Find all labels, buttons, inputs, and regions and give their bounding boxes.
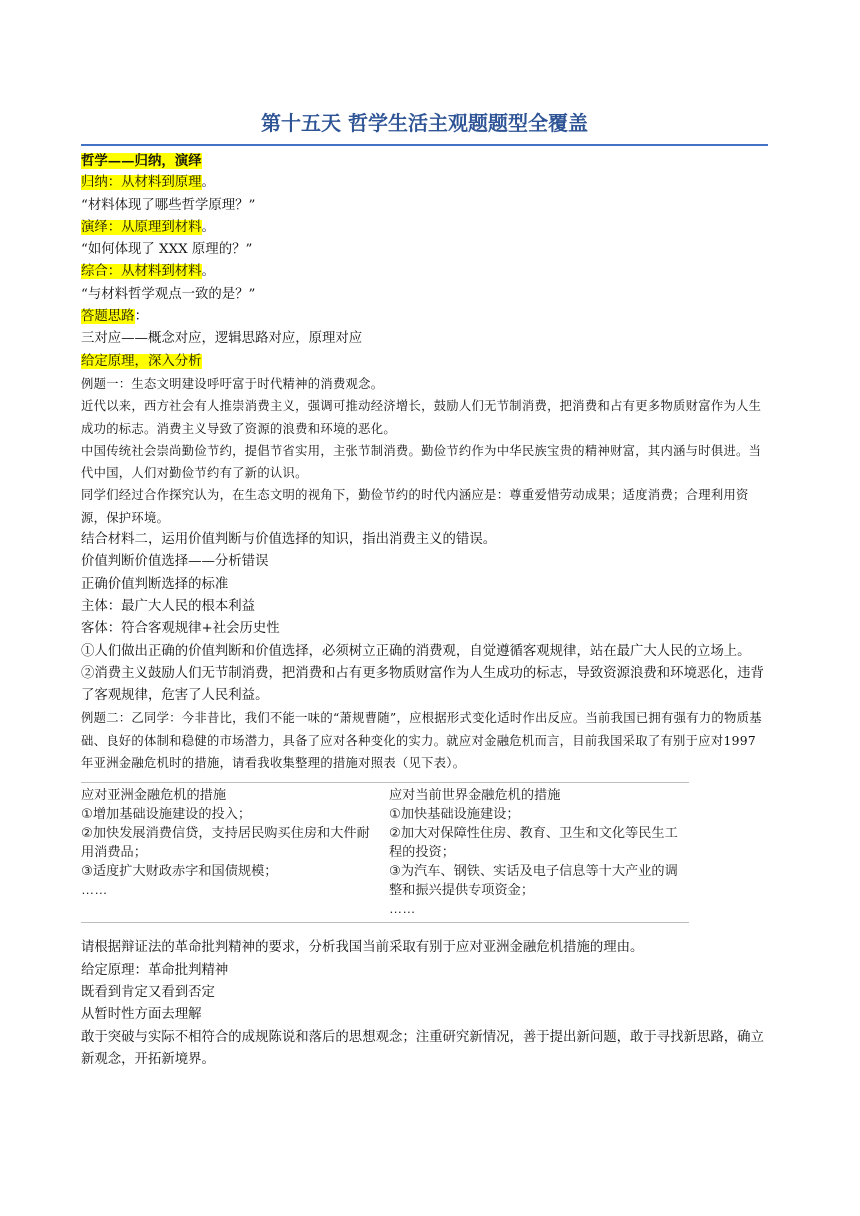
punct: 。	[201, 219, 215, 235]
table-cell: ……	[389, 901, 416, 917]
example1-answer-point-2: ②消费主义鼓励人们无节制消费，把消费和占有更多物质财富作为人生成功的标志，导致资源浪费和环境恶化，违背了客观规律，危害了人民利益。	[81, 665, 764, 704]
table-column-asian-crisis	[81, 783, 381, 918]
example1-paragraph-3: 同学们经过合作探究认为，在生态文明的视角下，勤俭节约的时代内涵应是：尊重爱惜劳动成果；适度消费；合理利用资源，保护环境。	[81, 488, 749, 525]
table-cell: ③为汽车、钢铁、实话及电子信息等十大产业的调整和振兴提供专项资金；	[389, 863, 678, 898]
table-cell: ①加快基础设施建设；	[389, 806, 520, 822]
given-principle-label: 给定原理，深入分析	[81, 353, 202, 369]
example1-paragraph-2: 中国传统社会崇尚勤俭节约，提倡节省实用，主张节制消费。勤俭节约作为中华民族宝贵的精神财富，其内涵与时俱进。当代中国，人们对勤俭节约有了新的认识。	[81, 443, 762, 481]
deduction-question: “如何体现了 XXX 原理的？”	[81, 242, 253, 258]
measures-comparison-table	[81, 782, 689, 923]
synthesis-line	[81, 261, 768, 283]
approach-label: 答题思路	[81, 309, 135, 325]
approach-line	[81, 306, 768, 328]
induction-question: “材料体现了哪些哲学原理？”	[81, 197, 256, 213]
example1-answer-line: 价值判断价值选择——分析错误	[81, 554, 269, 570]
example2-answer-line: 既看到肯定又看到否定	[81, 984, 215, 1000]
table-header-right: 应对当前世界金融危机的措施	[389, 787, 561, 803]
example2-answer-line: 给定原理：革命批判精神	[81, 962, 229, 978]
example1-answer-line: 正确价值判断选择的标准	[81, 576, 229, 592]
document-page	[81, 108, 768, 1071]
table-cell: ③适度扩大财政赤字和国债规模；	[81, 863, 278, 879]
example1-answer-point-1: ①人们做出正确的价值判断和价值选择，必须树立正确的消费观，自觉遵循客观规律，站在最广大人民的立场上。	[81, 643, 751, 659]
given-principle-line	[81, 351, 768, 373]
table-cell: ②加大对保障性住房、教育、卫生和文化等民生工程的投资；	[389, 825, 678, 860]
deduction-label: 演绎：从原理到材料	[81, 219, 202, 235]
example2-heading: 例题二：乙同学：今非昔比，我们不能一味的“萧规曹随”，应根据形式变化适时作出反应。当前我国已拥有强有力的物质基础、良好的体制和稳健的市场潜力，具备了应对各种变化的实力。就应对金融危机而言，目前我国采取了有别于应对1997年亚洲金融危机时的措施，请看我收集整理的措施对照表（见下表）。	[81, 711, 762, 771]
table-cell: ……	[81, 882, 108, 898]
example1-answer-line: 客体：符合客观规律+社会历史性	[81, 621, 280, 637]
highlight-heading: 哲学——归纳，演绎	[81, 153, 202, 169]
table-cell: ①增加基础设施建设的投入；	[81, 806, 252, 822]
example2-question: 请根据辩证法的革命批判精神的要求，分析我国当前采取有别于应对亚洲金融危机措施的理由。	[81, 940, 644, 956]
punct: ：	[134, 309, 148, 325]
synthesis-label: 综合：从材料到材料	[81, 264, 202, 280]
example1-paragraph-1: 近代以来，西方社会有人推崇消费主义，强调可推动经济增长，鼓励人们无节制消费，把消费和占有更多物质财富作为人生成功的标志。消费主义导致了资源的浪费和环境的恶化。	[81, 399, 762, 436]
example2-answer-line: 从暂时性方面去理解	[81, 1007, 202, 1023]
punct: 。	[201, 175, 215, 191]
punct: 。	[201, 264, 215, 280]
example1-answer-line: 主体：最广大人民的根本利益	[81, 598, 256, 614]
three-correspondences: 三对应——概念对应，逻辑思路对应，原理对应	[81, 331, 363, 347]
page-title: 第十五天 哲学生活主观题题型全覆盖	[81, 108, 768, 146]
section-heading	[81, 150, 768, 172]
example2-answer-paragraph: 敢于突破与实际不相符合的成规陈说和落后的思想观念；注重研究新情况，善于提出新问题，敢于寻找新思路，确立新观念，开拓新境界。	[81, 1029, 764, 1067]
example1-question: 结合材料二，运用价值判断与价值选择的知识，指出消费主义的错误。	[81, 532, 497, 548]
table-cell: ②加快发展消费信贷，支持居民购买住房和大件耐用消费品；	[81, 825, 370, 860]
example1-heading: 例题一：生态文明建设呼吁富于时代精神的消费观念。	[81, 376, 384, 391]
deduction-line	[81, 217, 768, 239]
table-column-current-crisis	[389, 783, 689, 918]
synthesis-question: “与材料哲学观点一致的是？”	[81, 286, 256, 302]
induction-label: 归纳：从材料到原理	[81, 175, 202, 191]
induction-line	[81, 172, 768, 194]
table-header-left: 应对亚洲金融危机的措施	[81, 787, 227, 803]
